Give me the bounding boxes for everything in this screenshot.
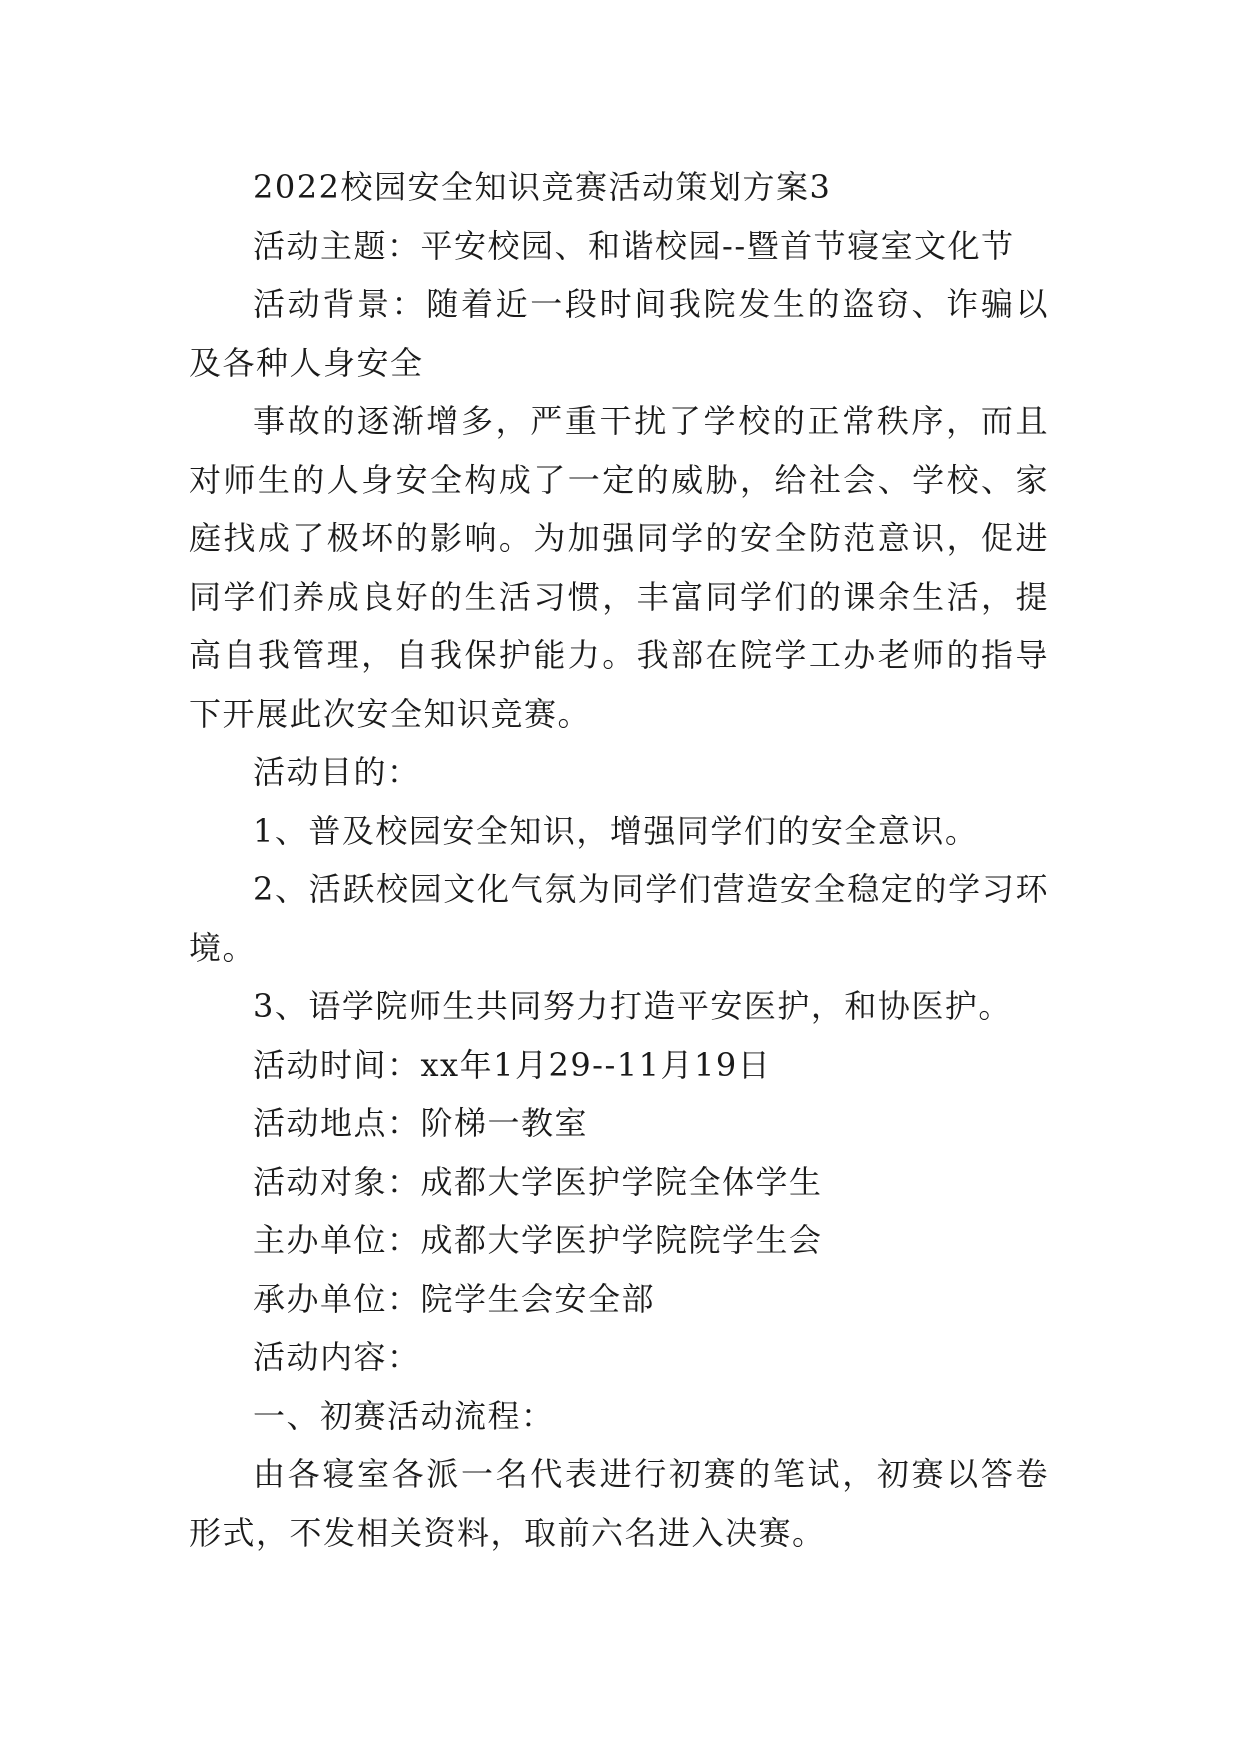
- paragraph-audience: 活动对象：成都大学医护学院全体学生: [253, 1162, 823, 1201]
- paragraph-preliminary-heading: 一、初赛活动流程：: [253, 1396, 555, 1435]
- paragraph-purpose-1: 1、普及校园安全知识，增强同学们的安全意识。: [253, 811, 979, 850]
- paragraph-purpose-2: 2、活跃校园文化气氛为同学们营造安全稳定的学习环境。: [189, 870, 1049, 967]
- paragraph-background-continued: 事故的逐渐增多，严重干扰了学校的正常秩序，而且对师生的人身安全构成了一定的威胁，给社会、学校、家庭找成了极坏的影响。为加强同学的安全防范意识，促进同学们养成良好的生活习惯，丰富同学们的课余生活，提高自我管理，自我保护能力。我部在院学工办老师的指导下开展此次安全知识竞赛。: [189, 402, 1049, 733]
- paragraph-time: 活动时间：xx年1月29--11月19日: [253, 1045, 772, 1084]
- paragraph-purpose-3: 3、语学院师生共同努力打造平安医护，和协医护。: [253, 987, 1012, 1025]
- paragraph-location: 活动地点：阶梯一教室: [253, 1104, 589, 1142]
- document-page: [189, 158, 1049, 1562]
- paragraph-organizer: 承办单位：院学生会安全部: [253, 1279, 656, 1318]
- document-title: 2022校园安全知识竞赛活动策划方案3: [253, 168, 832, 206]
- paragraph-host: 主办单位：成都大学医护学院院学生会: [253, 1221, 823, 1259]
- paragraph-preliminary-details: 由各寝室各派一名代表进行初赛的笔试，初赛以答卷形式，不发相关资料，取前六名进入决赛。: [189, 1455, 1049, 1552]
- paragraph-content-heading: 活动内容：: [253, 1338, 421, 1376]
- paragraph-background: 活动背景：随着近一段时间我院发生的盗窃、诈骗以及各种人身安全: [189, 285, 1049, 382]
- paragraph-theme: 活动主题：平安校园、和谐校园--暨首节寝室文化节: [253, 226, 1015, 265]
- paragraph-purpose-heading: 活动目的：: [253, 753, 421, 791]
